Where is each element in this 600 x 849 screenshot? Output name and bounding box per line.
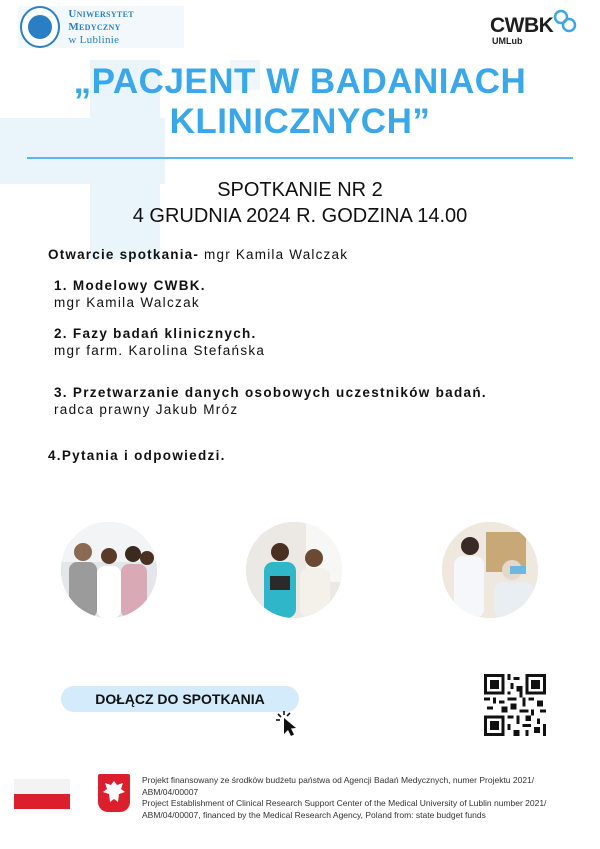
photo-group-meeting xyxy=(61,522,157,618)
agenda-item-title: 2. Fazy badań klinicznych. xyxy=(54,326,257,341)
title-line2: KLINICZNYCH” xyxy=(169,102,431,141)
opening-label: Otwarcie spotkania- xyxy=(48,247,200,262)
agenda-item-title: 4.Pytania i odpowiedzi. xyxy=(48,448,226,463)
polish-flag-white xyxy=(14,779,70,794)
university-name-line1: Uniwersytet Medyczny xyxy=(68,7,134,33)
title-divider xyxy=(27,157,573,159)
meeting-info xyxy=(0,177,600,229)
agenda-item-3 xyxy=(54,384,487,418)
opening-speaker: mgr Kamila Walczak xyxy=(204,247,349,262)
university-seal-icon xyxy=(20,6,60,48)
cursor-click-icon xyxy=(272,708,302,738)
agenda-item-speaker: mgr Kamila Walczak xyxy=(54,295,200,310)
polish-eagle-emblem-icon xyxy=(98,774,130,812)
funding-note xyxy=(142,775,582,821)
meeting-date: 4 GRUDNIA 2024 R. GODZINA 14.00 xyxy=(132,205,468,227)
polish-flag-red xyxy=(14,794,70,809)
qr-code-icon[interactable] xyxy=(484,674,546,736)
university-logo xyxy=(18,6,184,48)
meeting-number: SPOTKANIE NR 2 xyxy=(217,179,383,201)
agenda-item-title: 3. Przetwarzanie danych osobowych uczestników badań. xyxy=(54,385,487,400)
agenda-item-speaker: radca prawny Jakub Mróz xyxy=(54,402,239,417)
photo-doctor-patient xyxy=(246,522,342,618)
agenda-item-speaker: mgr farm. Karolina Stefańska xyxy=(54,343,266,358)
cwbk-logo-text: CWBK xyxy=(490,14,554,37)
agenda-item-4 xyxy=(48,447,226,464)
opening-line xyxy=(48,247,348,262)
agenda-item-title: 1. Modelowy CWBK. xyxy=(54,278,206,293)
cwbk-dna-icon xyxy=(552,8,578,34)
cwbk-logo xyxy=(482,8,582,48)
funding-note-en: Project Establishment of Clinical Research Support Center of the Medical University of Lublin number 2021/ ABM/04/00007, financed by the Medical Research Agency, Poland from: state budget funds xyxy=(142,798,547,820)
funding-note-pl: Projekt finansowany ze środków budżetu państwa od Agencji Badań Medycznych, numer Projektu 2021/ ABM/04/00007 xyxy=(142,775,535,797)
university-name xyxy=(68,8,184,47)
cwbk-logo-sub: UMLub xyxy=(492,36,523,46)
university-name-line2: w Lublinie xyxy=(68,33,120,46)
join-meeting-button[interactable]: DOŁĄCZ DO SPOTKANIA xyxy=(61,686,299,712)
title-line1: „PACJENT W BADANIACH xyxy=(73,62,527,101)
page-title xyxy=(0,62,600,142)
agenda-item-2 xyxy=(54,325,265,359)
photo-nurse-elderly xyxy=(442,522,538,618)
agenda-item-1 xyxy=(54,277,206,311)
